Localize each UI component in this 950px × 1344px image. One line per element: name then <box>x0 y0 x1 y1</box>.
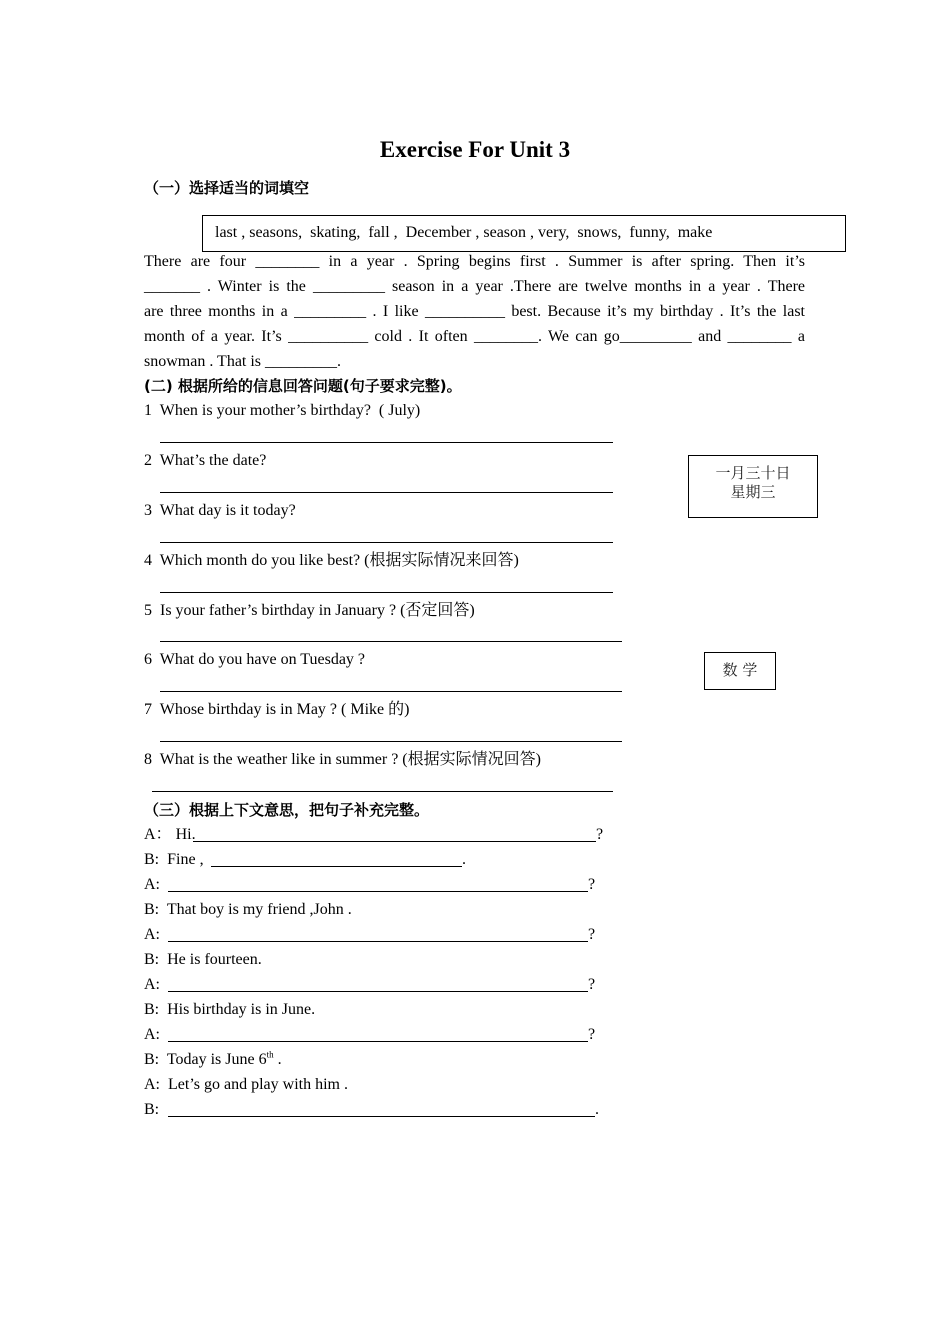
answer-line-2[interactable] <box>160 492 613 493</box>
dialogue-text: Let’s go and play with him . <box>168 1076 348 1093</box>
dialogue-line <box>144 1000 315 1020</box>
dialogue-blank[interactable] <box>168 991 588 992</box>
dialogue-end-mark: ? <box>588 926 596 943</box>
paragraph-line: snowman . That is _________. <box>144 353 342 370</box>
question-number: 2 <box>144 452 152 469</box>
subject-box <box>704 652 776 690</box>
speaker-label: B: <box>144 851 160 868</box>
question-5 <box>144 601 475 621</box>
weekday-text: 星期三 <box>730 483 776 501</box>
speaker-label: A： <box>144 826 172 843</box>
dialogue-end-mark: ? <box>588 976 596 993</box>
section2-heading: (二) 根据所给的信息回答问题(句子要求完整)。 <box>144 377 462 395</box>
paragraph-line: _______ . Winter is the _________ season in a year .There are twelve months in a year . There <box>144 278 805 295</box>
page-title: Exercise For Unit 3 <box>379 137 571 162</box>
question-1 <box>144 401 420 421</box>
answer-line-4[interactable] <box>160 592 613 593</box>
date-text: 一月三十日 <box>715 464 791 482</box>
dialogue-line <box>144 950 262 970</box>
dialogue-blank[interactable] <box>168 941 588 942</box>
speaker-label: A: <box>144 876 160 893</box>
paragraph-line: month of a year. It’s __________ cold . It often ________. We can go_________ and ________ a <box>144 328 805 345</box>
answer-line-7[interactable] <box>160 741 622 742</box>
speaker-label: A: <box>144 926 160 943</box>
dialogue-text: He is fourteen. <box>167 951 262 968</box>
paragraph-line: are three months in a _________ . I like __________ best. Because it’s my birthday . It’s the last <box>144 303 805 320</box>
dialogue-text: Today is June 6 <box>166 1051 267 1068</box>
dialogue-line <box>144 975 160 995</box>
question-2 <box>144 451 266 471</box>
question-number: 6 <box>144 651 152 668</box>
answer-line-6[interactable] <box>160 691 622 692</box>
dialogue-blank[interactable] <box>211 866 462 867</box>
section3-heading: （三）根据上下文意思，把句子补充完整。 <box>144 801 430 819</box>
speaker-label: B: <box>144 901 160 918</box>
question-text: Whose birthday is in May ? ( Mike 的) <box>159 701 410 718</box>
word-bank-text: last , seasons, skating, fall , December , season , very, snows, funny, make <box>215 224 713 241</box>
question-number: 3 <box>144 502 152 519</box>
dialogue-blank[interactable] <box>193 841 596 842</box>
question-number: 4 <box>144 552 152 569</box>
dialogue-text: Hi. <box>175 826 196 843</box>
speaker-label: A: <box>144 1026 160 1043</box>
question-text: When is your mother’s birthday? ( July) <box>159 402 421 419</box>
question-number: 5 <box>144 602 152 619</box>
speaker-label: B: <box>144 1001 160 1018</box>
question-8 <box>144 750 541 770</box>
dialogue-line <box>144 825 196 845</box>
dialogue-text: That boy is my friend ,John . <box>166 901 352 918</box>
dialogue-end-mark: ? <box>588 1026 596 1043</box>
dialogue-line <box>144 850 204 870</box>
question-text: What do you have on Tuesday ? <box>159 651 366 668</box>
dialogue-blank[interactable] <box>168 1116 595 1117</box>
section1-heading: （一）选择适当的词填空 <box>144 179 310 197</box>
question-text: What day is it today? <box>159 502 296 519</box>
question-text: What is the weather like in summer ? (根据实际情况回答) <box>159 751 541 768</box>
dialogue-text: Fine , <box>167 851 204 868</box>
dialogue-end-mark: ? <box>596 826 604 843</box>
dialogue-line <box>144 900 352 920</box>
dialogue-line <box>144 875 160 895</box>
speaker-label: B: <box>144 951 160 968</box>
question-7 <box>144 700 409 720</box>
dialogue-line <box>144 1100 159 1120</box>
question-text: Which month do you like best? (根据实际情况来回答) <box>159 552 519 569</box>
dialogue-blank[interactable] <box>168 1041 588 1042</box>
dialogue-end-mark: ? <box>588 876 596 893</box>
paragraph-line: There are four ________ in a year . Spring begins first . Summer is after spring. Then it’s <box>144 253 805 270</box>
date-info-box <box>688 455 818 518</box>
question-number: 7 <box>144 701 152 718</box>
answer-line-5[interactable] <box>160 641 622 642</box>
fill-in-paragraph <box>144 249 805 374</box>
speaker-label: A: <box>144 1076 160 1093</box>
answer-line-1[interactable] <box>160 442 613 443</box>
question-number: 1 <box>144 402 152 419</box>
question-4 <box>144 551 519 571</box>
speaker-label: B: <box>144 1051 160 1068</box>
question-number: 8 <box>144 751 152 768</box>
question-6 <box>144 650 365 670</box>
dialogue-text: His birthday is in June. <box>167 1001 316 1018</box>
answer-line-3[interactable] <box>160 542 613 543</box>
dialogue-end-mark: . <box>273 1051 282 1068</box>
speaker-label: A: <box>144 976 160 993</box>
dialogue-end-mark: . <box>595 1101 599 1118</box>
ordinal-suffix: th <box>266 1049 274 1060</box>
dialogue-line <box>144 1025 160 1045</box>
dialogue-line <box>144 1050 282 1070</box>
speaker-label: B: <box>144 1101 160 1118</box>
word-bank-box <box>202 215 846 252</box>
question-text: Is your father’s birthday in January ? (否定回答) <box>160 602 475 619</box>
dialogue-line <box>144 1075 348 1095</box>
dialogue-blank[interactable] <box>168 891 588 892</box>
question-text: What’s the date? <box>159 452 267 469</box>
answer-line-8[interactable] <box>152 791 613 792</box>
dialogue-end-mark: . <box>462 851 466 868</box>
subject-text: 数 学 <box>722 661 758 679</box>
question-3 <box>144 501 296 521</box>
dialogue-line <box>144 925 160 945</box>
